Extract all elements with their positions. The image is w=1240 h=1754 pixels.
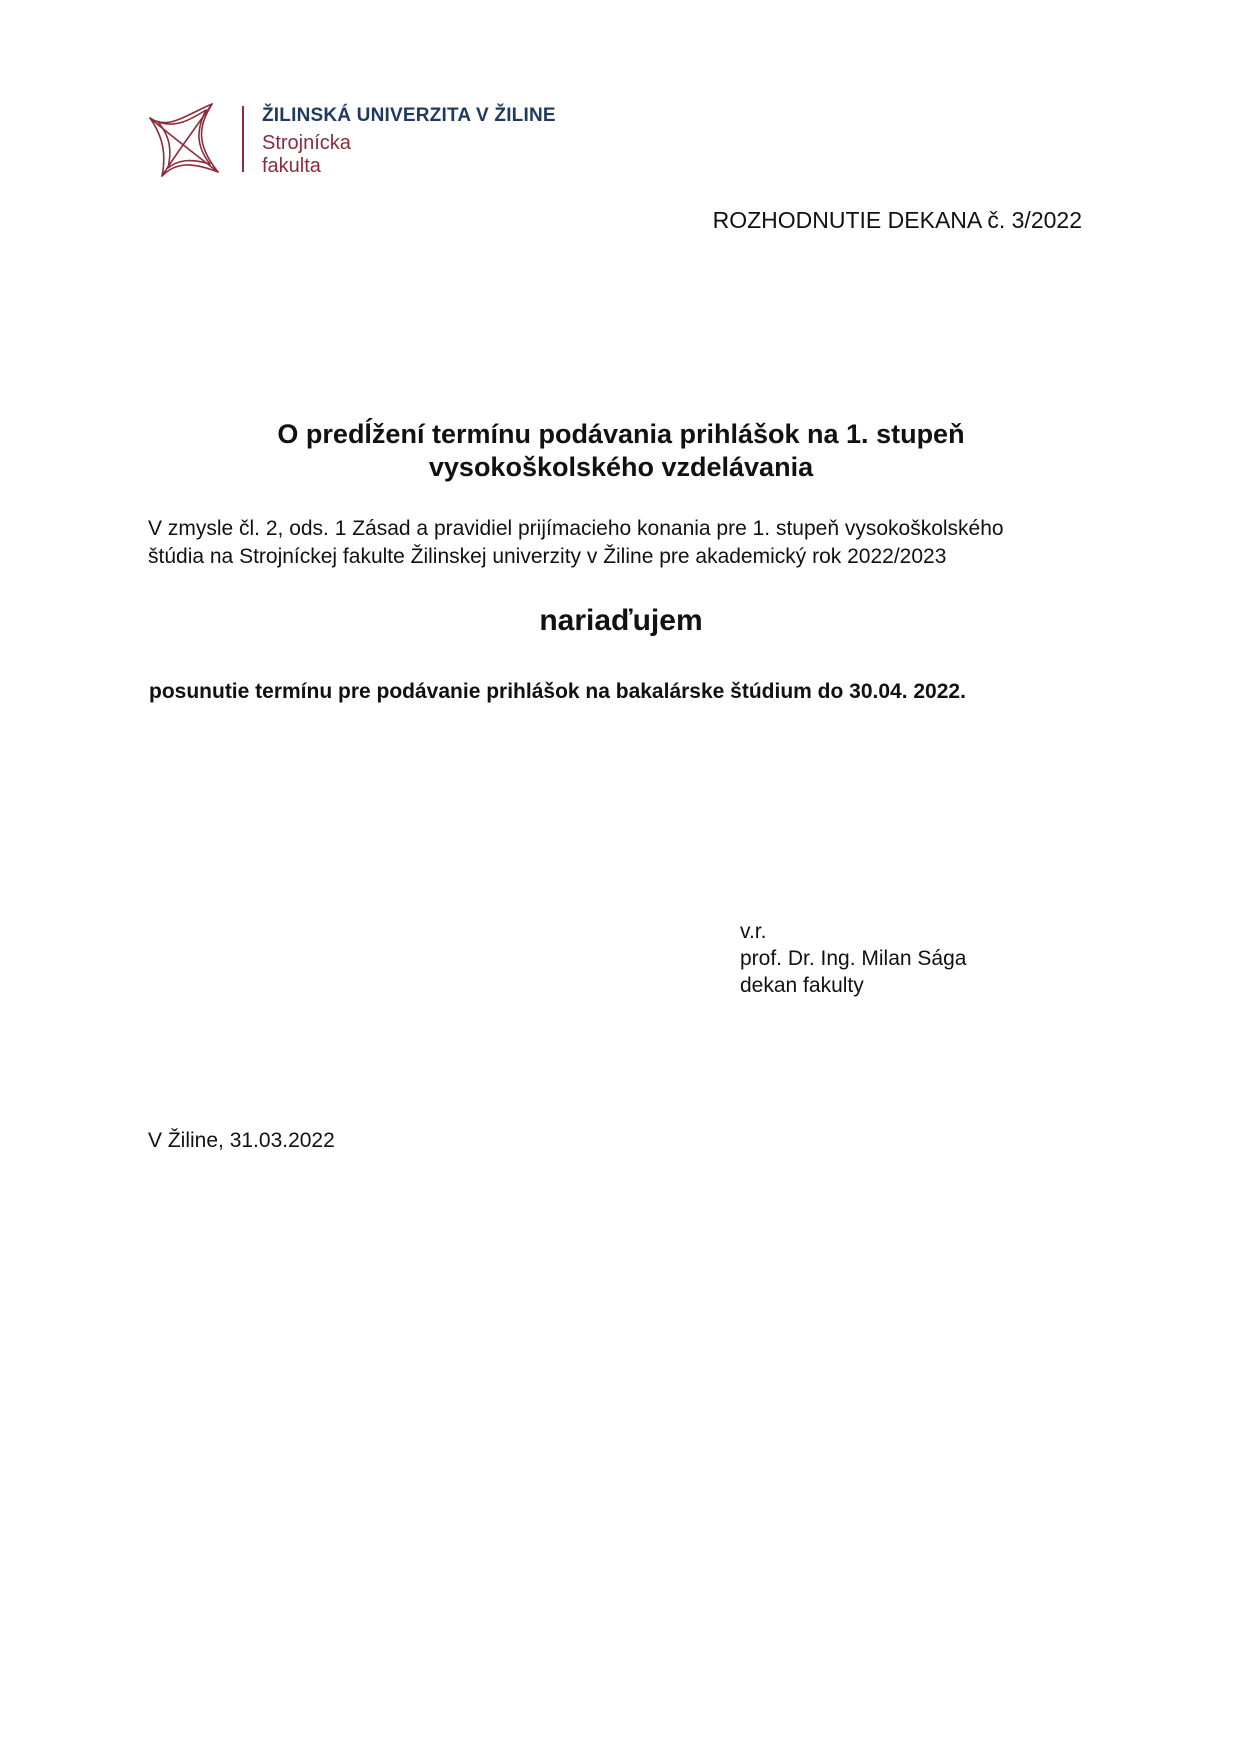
intro-line2: štúdia na Strojníckej fakulte Žilinskej univerzity v Žiline pre akademický rok 2022/2023 bbox=[148, 545, 947, 568]
order-heading: nariaďujem bbox=[539, 604, 703, 637]
intro-paragraph bbox=[148, 515, 1108, 571]
document-title-line1: O predĺžení termínu podávania prihlášok na 1. stupeň bbox=[277, 419, 965, 449]
signature-block bbox=[740, 918, 966, 999]
signature-name: prof. Dr. Ing. Milan Sága bbox=[740, 947, 967, 970]
intro-line1: V zmysle čl. 2, ods. 1 Zásad a pravidiel prijímacieho konania pre 1. stupeň vysokoškolského bbox=[148, 517, 1004, 540]
logo-text bbox=[262, 106, 556, 178]
document-title-line2: vysokoškolského vzdelávania bbox=[428, 452, 814, 482]
document-title bbox=[146, 418, 1096, 484]
faculty-logo bbox=[146, 98, 556, 182]
zu-knot-logo-icon bbox=[146, 100, 220, 178]
faculty-name-line1: Strojnícka bbox=[262, 132, 351, 154]
faculty-name bbox=[262, 132, 556, 178]
university-name: ŽILINSKÁ UNIVERZITA V ŽILINE bbox=[262, 105, 556, 126]
place-date: V Žiline, 31.03.2022 bbox=[148, 1129, 335, 1152]
logo-stroke-outer bbox=[150, 104, 218, 176]
decision-number: ROZHODNUTIE DEKANA č. 3/2022 bbox=[712, 207, 1082, 233]
decree-text: posunutie termínu pre podávanie prihlášok na bakalárske štúdium do 30.04. 2022. bbox=[149, 680, 966, 703]
signature-vr: v.r. bbox=[740, 920, 767, 943]
logo-divider bbox=[242, 106, 244, 172]
faculty-name-line2: fakulta bbox=[262, 155, 321, 177]
signature-role: dekan fakulty bbox=[740, 974, 864, 997]
